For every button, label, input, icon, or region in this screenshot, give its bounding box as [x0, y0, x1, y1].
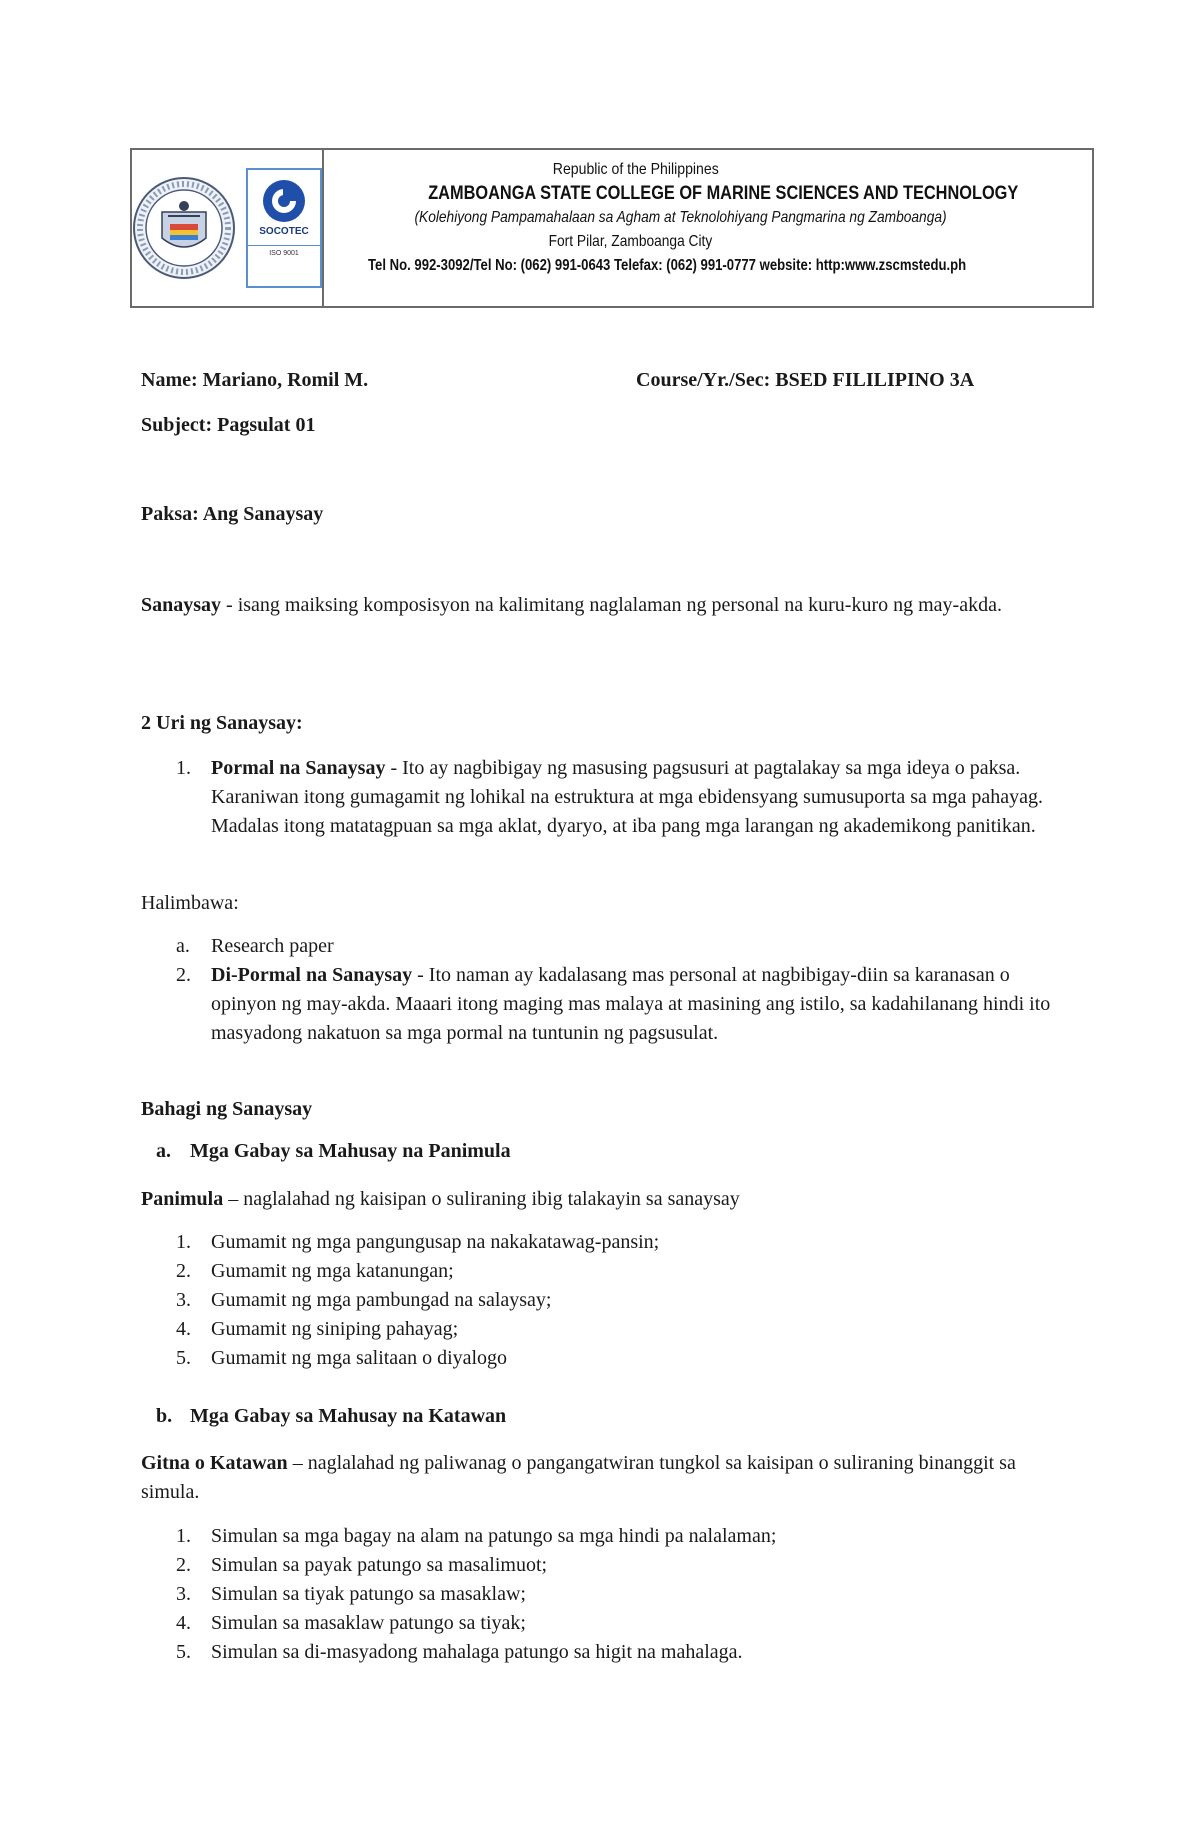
- body-guidelines-list: [0, 1522, 1100, 1667]
- college-name: ZAMBOANGA STATE COLLEGE OF MARINE SCIENCES AND TECHNOLOGY: [428, 183, 1019, 204]
- topic-label: Paksa:: [141, 503, 199, 525]
- intro-subheading: [156, 1140, 511, 1163]
- list-text: Simulan sa payak patungo sa masalimuot;: [211, 1554, 548, 1576]
- name-field: [141, 366, 368, 395]
- intro-term: Panimula: [141, 1188, 224, 1210]
- topic-value: Ang Sanaysay: [202, 503, 324, 525]
- list-number: 4.: [176, 1318, 191, 1340]
- iso-certification-badge: [246, 168, 322, 288]
- college-contact: Tel No. 992-3092/Tel No: (062) 991-0643 Telefax: (062) 991-0777 website: http:www.zscmstedu.ph: [368, 257, 967, 274]
- body-subheading: [156, 1405, 506, 1428]
- list-number: 2.: [176, 1554, 191, 1576]
- letterhead-logos: [132, 150, 324, 306]
- list-item: [0, 754, 1071, 841]
- list-number: 3.: [176, 1289, 191, 1311]
- letterhead: [130, 148, 1094, 308]
- types-list: [0, 754, 1100, 841]
- list-letter: a.: [176, 935, 190, 957]
- body-definition: [141, 1449, 1071, 1507]
- subject-field: [141, 411, 315, 440]
- intro-title: Mga Gabay sa Mahusay na Panimula: [190, 1140, 511, 1162]
- intro-def-text: – naglalahad ng kaisipan o suliraning ibig talakayin sa sanaysay: [223, 1188, 740, 1210]
- topic-line: [141, 500, 323, 529]
- list-number: 3.: [176, 1583, 191, 1605]
- college-seal-icon: [132, 176, 236, 280]
- list-text: Gumamit ng mga katanungan;: [211, 1260, 454, 1282]
- name-label: Name:: [141, 369, 198, 391]
- list-text: Simulan sa masaklaw patungo sa tiyak;: [211, 1612, 526, 1634]
- example-label: Halimbawa:: [141, 892, 239, 914]
- list-text: Simulan sa di-masyadong mahalaga patungo sa higit na mahalaga.: [211, 1641, 743, 1663]
- subject-value: Pagsulat 01: [217, 414, 316, 436]
- list-number: 5.: [176, 1641, 191, 1663]
- body-def-text: – naglalahad ng paliwanag o pangangatwiran tungkol sa kaisipan o suliraning binanggit sa simula.: [141, 1452, 1016, 1503]
- college-filipino-name: (Kolehiyong Pampamahalaan sa Agham at Teknolohiyang Pangmarina ng Zamboanga): [414, 209, 947, 226]
- example-text: Research paper: [211, 935, 334, 957]
- republic-line: Republic of the Philippines: [552, 161, 719, 178]
- subheading-letter: a.: [156, 1140, 171, 1162]
- name-value: Mariano, Romil M.: [202, 369, 369, 391]
- iso-cert: ISO 9001: [248, 245, 320, 257]
- list-text: Gumamit ng mga pangungusap na nakakatawag-pansin;: [211, 1231, 660, 1253]
- list-item: [0, 932, 1100, 961]
- list-item: [0, 1638, 1100, 1667]
- list-item: [0, 1580, 1100, 1609]
- list-item: [0, 1257, 1100, 1286]
- list-item: [0, 1522, 1100, 1551]
- list-number: 5.: [176, 1347, 191, 1369]
- list-item: [0, 1228, 1100, 1257]
- list-item: [0, 1286, 1100, 1315]
- socotec-logo-icon: [261, 178, 307, 224]
- list-number: 2.: [176, 964, 191, 986]
- course-label: Course/Yr./Sec:: [636, 369, 771, 391]
- iso-brand: SOCOTEC: [259, 226, 309, 237]
- list-number: 1.: [176, 757, 191, 779]
- list-item: [0, 1609, 1100, 1638]
- list-text: Simulan sa tiyak patungo sa masaklaw;: [211, 1583, 526, 1605]
- list-item: [0, 1551, 1100, 1580]
- list-number: 2.: [176, 1260, 191, 1282]
- list-item: [0, 1344, 1100, 1373]
- list-number: 1.: [176, 1525, 191, 1547]
- intro-definition: [141, 1185, 1071, 1214]
- college-address: Fort Pilar, Zamboanga City: [548, 233, 713, 250]
- informal-essay-text: - Ito naman ay kadalasang mas personal at nagbibigay-diin sa karanasan o opinyon ng may-akda. Maaari itong maging mas malaya at masining ang istilo, sa kadahilanang hindi ito masyadong nakatuon sa mga pormal na tuntunin ng pagsusulat.: [211, 964, 1051, 1044]
- body-term: Gitna o Katawan: [141, 1452, 288, 1474]
- types-heading: 2 Uri ng Sanaysay:: [141, 712, 303, 734]
- list-item: [0, 961, 1071, 1048]
- formal-essay-term: Pormal na Sanaysay: [211, 757, 386, 779]
- definition-paragraph: [141, 591, 1071, 620]
- parts-heading: Bahagi ng Sanaysay: [141, 1098, 313, 1120]
- formal-essay-text: - Ito ay nagbibigay ng masusing pagsusuri at pagtalakay sa mga ideya o paksa. Karaniwan itong gumagamit ng lohikal na estruktura at mga ebidensyang sumusuporta sa mga pahayag. Madalas itong matatagpuan sa mga aklat, dyaryo, at iba pang mga larangan ng akademikong panitikan.: [211, 757, 1044, 837]
- definition-text: - isang maiksing komposisyon na kalimitang naglalaman ng personal na kuru-kuro ng may-akda.: [221, 594, 1002, 616]
- definition-term: Sanaysay: [141, 594, 222, 616]
- list-text: Simulan sa mga bagay na alam na patungo sa mga hindi pa nalalaman;: [211, 1525, 777, 1547]
- course-field: [636, 366, 974, 395]
- list-text: Gumamit ng mga pambungad na salaysay;: [211, 1289, 552, 1311]
- list-text: Gumamit ng mga salitaan o diyalogo: [211, 1347, 508, 1369]
- subject-label: Subject:: [141, 414, 213, 436]
- letterhead-text: [324, 150, 1124, 306]
- list-item: [0, 1315, 1100, 1344]
- informal-essay-term: Di-Pormal na Sanaysay: [211, 964, 413, 986]
- intro-guidelines-list: [0, 1228, 1100, 1373]
- course-value: BSED FILILIPINO 3A: [775, 369, 975, 391]
- list-text: Gumamit ng siniping pahayag;: [211, 1318, 459, 1340]
- body-title: Mga Gabay sa Mahusay na Katawan: [190, 1405, 507, 1427]
- subheading-letter: b.: [156, 1405, 173, 1427]
- list-number: 4.: [176, 1612, 191, 1634]
- types-list-continued: [0, 932, 1100, 1048]
- list-number: 1.: [176, 1231, 191, 1253]
